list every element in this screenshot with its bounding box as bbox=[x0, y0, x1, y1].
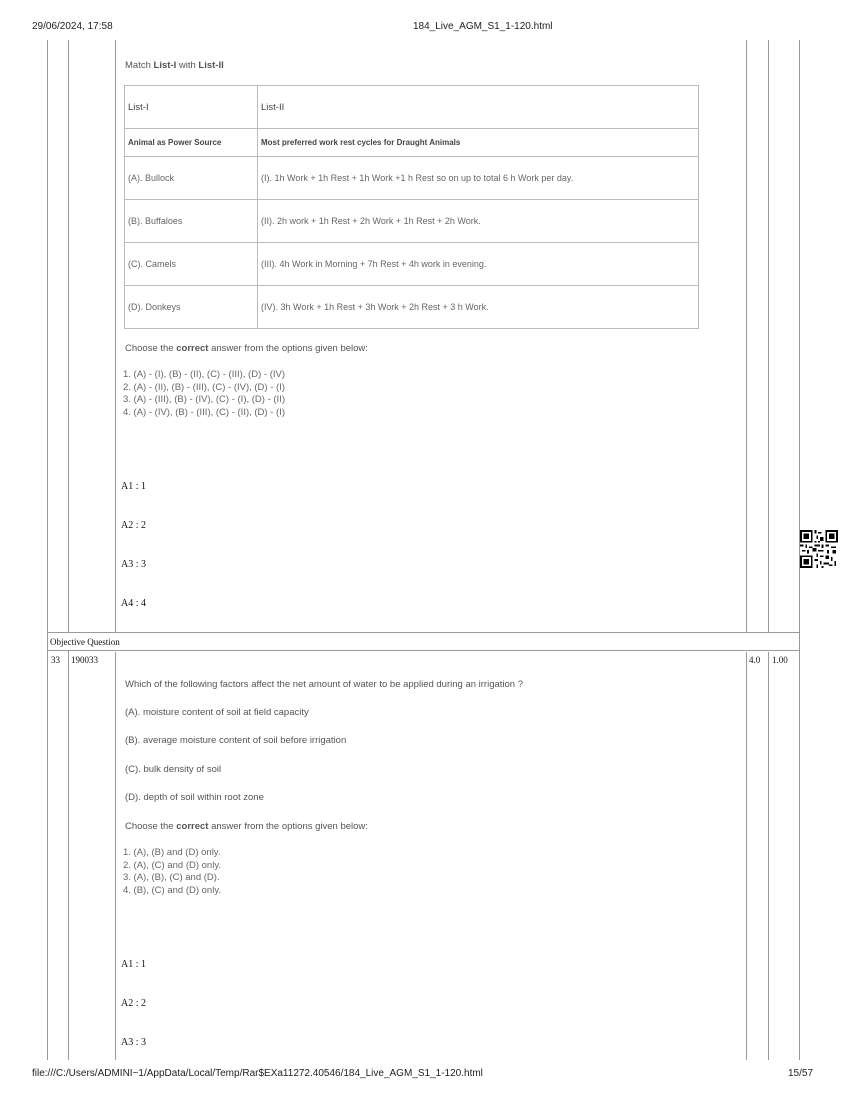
option-item: 1. (A) - (I), (B) - (II), (C) - (III), (D) - (IV) bbox=[123, 369, 285, 380]
answer-1: A1 : 1 bbox=[121, 481, 146, 492]
print-file-path: file:///C:/Users/ADMINI~1/AppData/Local/Temp/Rar$EXa11272.40546/184_Live_AGM_S1_1-120.html bbox=[32, 1068, 483, 1079]
choose-instruction: Choose the correct answer from the options given below: bbox=[125, 343, 368, 354]
answer-2: A2 : 2 bbox=[121, 520, 146, 531]
option-item: 1. (A), (B) and (D) only. bbox=[123, 847, 221, 858]
table-row bbox=[125, 157, 699, 200]
table-row bbox=[125, 129, 699, 157]
frame-line bbox=[115, 40, 116, 632]
option-list bbox=[123, 847, 221, 897]
answer-4: A4 : 4 bbox=[121, 598, 146, 609]
table-row bbox=[125, 286, 699, 329]
print-datetime: 29/06/2024, 17:58 bbox=[32, 21, 113, 32]
table-cell: (IV). 3h Work + 1h Rest + 3h Work + 2h Rest + 3 h Work. bbox=[258, 286, 699, 329]
negative-marks: 1.00 bbox=[772, 655, 788, 665]
option-item: 3. (A), (B), (C) and (D). bbox=[123, 872, 220, 883]
print-filename: 184_Live_AGM_S1_1-120.html bbox=[413, 21, 553, 32]
table-header: List-II bbox=[258, 86, 699, 129]
option-item: 4. (B), (C) and (D) only. bbox=[123, 884, 222, 896]
table-cell: (I). 1h Work + 1h Rest + 1h Work +1 h Rest so on up to total 6 h Work per day. bbox=[258, 157, 699, 200]
frame-line bbox=[115, 652, 116, 1060]
factor-item: (A). moisture content of soil at field capacity bbox=[125, 707, 309, 718]
question-marks: 4.0 bbox=[749, 655, 761, 665]
frame-line bbox=[746, 40, 747, 632]
divider bbox=[47, 632, 800, 633]
answer-2: A2 : 2 bbox=[121, 998, 146, 1009]
table-cell: (B). Buffaloes bbox=[125, 200, 258, 243]
table-cell: (A). Bullock bbox=[125, 157, 258, 200]
table-row bbox=[125, 243, 699, 286]
factor-item: (C). bulk density of soil bbox=[125, 764, 222, 775]
table-cell: (D). Donkeys bbox=[125, 286, 258, 329]
print-page-number: 15/57 bbox=[788, 1068, 814, 1079]
question-id: 190033 bbox=[71, 655, 98, 665]
section-label: Objective Question bbox=[50, 637, 120, 647]
factor-item: (B). average moisture content of soil before irrigation bbox=[125, 735, 347, 746]
option-list bbox=[123, 369, 285, 419]
frame-line bbox=[768, 40, 769, 632]
option-item: 4. (A) - (IV), (B) - (III), (C) - (II), (D) - (I) bbox=[123, 406, 285, 418]
table-cell: (C). Camels bbox=[125, 243, 258, 286]
option-item: 3. (A) - (III), (B) - (IV), (C) - (I), (D) - (II) bbox=[123, 394, 285, 405]
table-cell: (II). 2h work + 1h Rest + 2h Work + 1h Rest + 2h Work. bbox=[258, 200, 699, 243]
qr-code-icon bbox=[800, 530, 838, 568]
match-instruction: Match List-I with List-II bbox=[125, 60, 224, 71]
answer-3: A3 : 3 bbox=[121, 559, 146, 570]
table-subheader: Animal as Power Source bbox=[125, 129, 258, 157]
frame-line bbox=[768, 652, 769, 1060]
factor-item: (D). depth of soil within root zone bbox=[125, 792, 264, 803]
choose-instruction: Choose the correct answer from the options given below: bbox=[125, 821, 368, 832]
question-text: Which of the following factors affect the net amount of water to be applied during an irrigation ? bbox=[125, 679, 524, 690]
match-table bbox=[124, 85, 699, 329]
frame-line bbox=[68, 650, 69, 1060]
option-item: 2. (A) - (II), (B) - (III), (C) - (IV), (D) - (I) bbox=[123, 381, 285, 393]
table-row bbox=[125, 200, 699, 243]
table-subheader: Most preferred work rest cycles for Draught Animals bbox=[258, 129, 699, 157]
frame-line bbox=[746, 652, 747, 1060]
table-header: List-I bbox=[125, 86, 258, 129]
answer-3: A3 : 3 bbox=[121, 1037, 146, 1048]
question-number: 33 bbox=[51, 655, 60, 665]
frame-line bbox=[68, 40, 69, 632]
frame-line bbox=[47, 40, 48, 1060]
table-row bbox=[125, 86, 699, 129]
divider bbox=[47, 650, 800, 651]
table-cell: (III). 4h Work in Morning + 7h Rest + 4h work in evening. bbox=[258, 243, 699, 286]
answer-1: A1 : 1 bbox=[121, 959, 146, 970]
option-item: 2. (A), (C) and (D) only. bbox=[123, 859, 222, 871]
